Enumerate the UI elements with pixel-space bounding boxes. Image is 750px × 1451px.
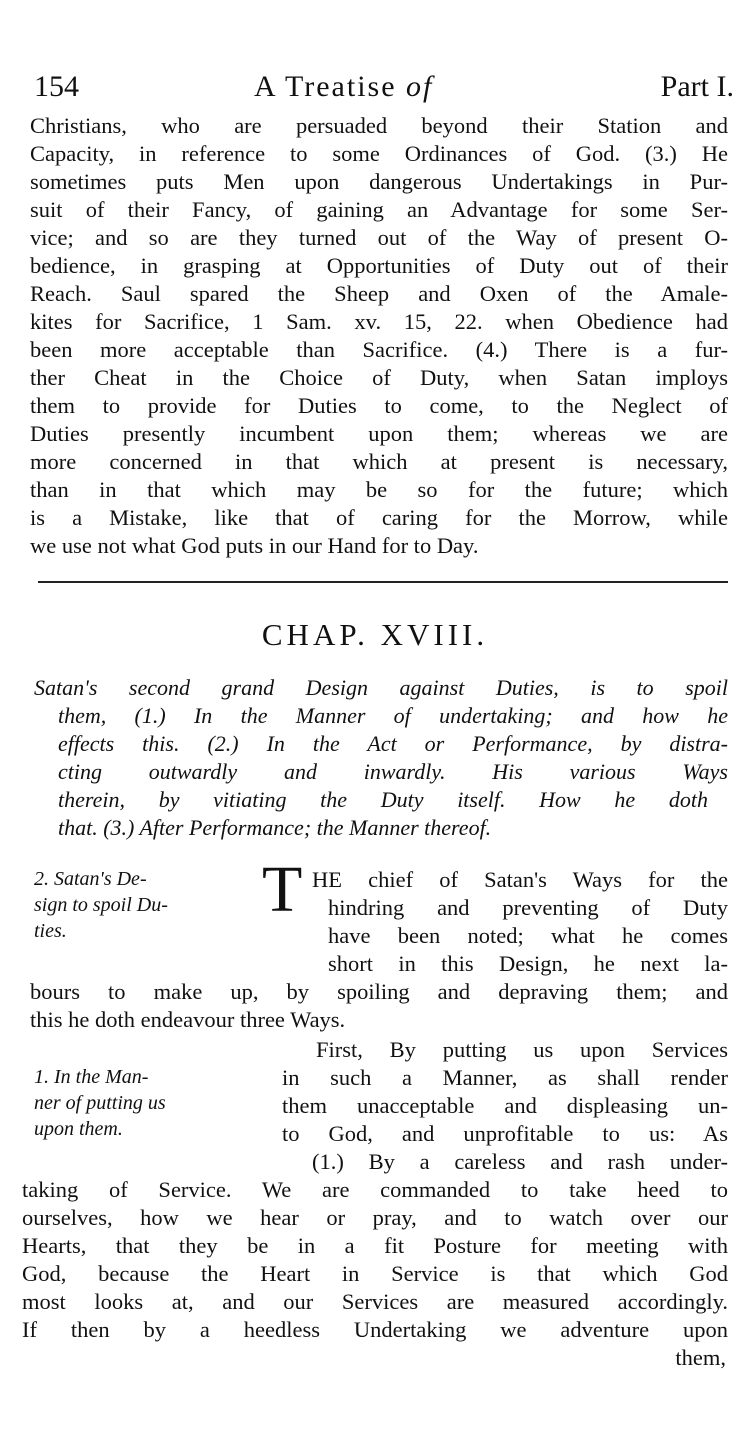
text-line: Christians, who are persuaded beyond their Station and — [30, 113, 728, 138]
text-line: them unacceptable and displeasing un- — [282, 1093, 728, 1118]
text-line: bedience, in grasping at Opportunities of Duty out of their — [30, 253, 728, 278]
text-line: most looks at, and our Services are measured accordingly. — [22, 1289, 728, 1314]
text-line: short in this Design, he next la- — [328, 951, 728, 976]
text-line: ourselves, how we hear or pray, and to watch over our — [22, 1205, 728, 1230]
text-line: suit of their Fancy, of gaining an Advantage for some Ser- — [30, 197, 728, 222]
argument-line: that. (3.) After Performance; the Manner thereof. — [58, 815, 492, 840]
text-line: (1.) By a careless and rash under- — [312, 1149, 728, 1174]
drop-cap: T — [262, 853, 303, 926]
running-title-main: A Treatise — [254, 70, 397, 103]
text-line: bours to make up, by spoiling and depraving them; and — [30, 979, 728, 1004]
side-note-line: ner of putting us — [34, 1092, 166, 1114]
side-note-line: 1. In the Man- — [34, 1066, 149, 1088]
chapter-heading: CHAP. XVIII. — [261, 617, 489, 652]
text-line: Reach. Saul spared the Sheep and Oxen of the Amale- — [30, 281, 728, 306]
text-line: kites for Sacrifice, 1 Sam. xv. 15, 22. when Obedience had — [30, 309, 728, 334]
text-line: in such a Manner, as shall render — [282, 1065, 728, 1090]
running-header — [34, 70, 734, 110]
text-line: have been noted; what he comes — [328, 923, 728, 948]
text-line: than in that which may be so for the future; which — [30, 477, 728, 502]
running-title — [254, 70, 433, 104]
text-line: this he doth endeavour three Ways. — [30, 1007, 346, 1032]
running-title-of: of — [406, 70, 434, 103]
part-label: Part I. — [660, 70, 734, 103]
text-line: vice; and so are they turned out of the Way of present O- — [30, 225, 728, 250]
catchword: them, — [675, 1345, 726, 1370]
argument-line: them, (1.) In the Manner of undertaking; and how he — [58, 703, 728, 728]
side-note-line: 2. Satan's De- — [34, 868, 147, 890]
argument-line: Satan's second grand Design against Duties, is to spoil — [34, 675, 728, 700]
text-line: taking of Service. We are commanded to take heed to — [22, 1177, 728, 1202]
text-line: First, By putting us upon Services — [316, 1037, 728, 1062]
text-line: Hearts, that they be in a fit Posture for meeting with — [22, 1233, 728, 1258]
argument-line: cting outwardly and inwardly. His various Ways — [58, 759, 728, 784]
text-line: If then by a heedless Undertaking we adventure upon — [22, 1317, 728, 1342]
text-line: God, because the Heart in Service is that which God — [22, 1261, 728, 1286]
text-line: ther Cheat in the Choice of Duty, when Satan imploys — [30, 365, 728, 390]
text-line: sometimes puts Men upon dangerous Undertakings in Pur- — [30, 169, 728, 194]
side-note-line: sign to spoil Du- — [34, 894, 168, 916]
text-line: them to provide for Duties to come, to the Neglect of — [30, 393, 728, 418]
text-line: is a Mistake, like that of caring for the Morrow, while — [30, 505, 728, 530]
text-line: more concerned in that which at present is necessary, — [30, 449, 728, 474]
text-line: HE chief of Satan's Ways for the — [312, 867, 728, 892]
text-line: to God, and unprofitable to us: As — [282, 1121, 728, 1146]
page-number: 154 — [34, 70, 79, 103]
side-note-line: upon them. — [34, 1118, 123, 1140]
text-line: been more acceptable than Sacrifice. (4.) There is a fur- — [30, 337, 728, 362]
text-line: Capacity, in reference to some Ordinances of God. (3.) He — [30, 141, 728, 166]
argument-line: therein, by vitiating the Duty itself. How he doth — [58, 787, 708, 812]
text-line: we use not what God puts in our Hand for to Day. — [30, 533, 479, 558]
section-divider — [38, 581, 728, 583]
text-line: hindring and preventing of Duty — [328, 895, 728, 920]
argument-line: effects this. (2.) In the Act or Performance, by distra- — [58, 731, 728, 756]
text-line: Duties presently incumbent upon them; whereas we are — [30, 421, 728, 446]
side-note-line: ties. — [34, 920, 67, 942]
